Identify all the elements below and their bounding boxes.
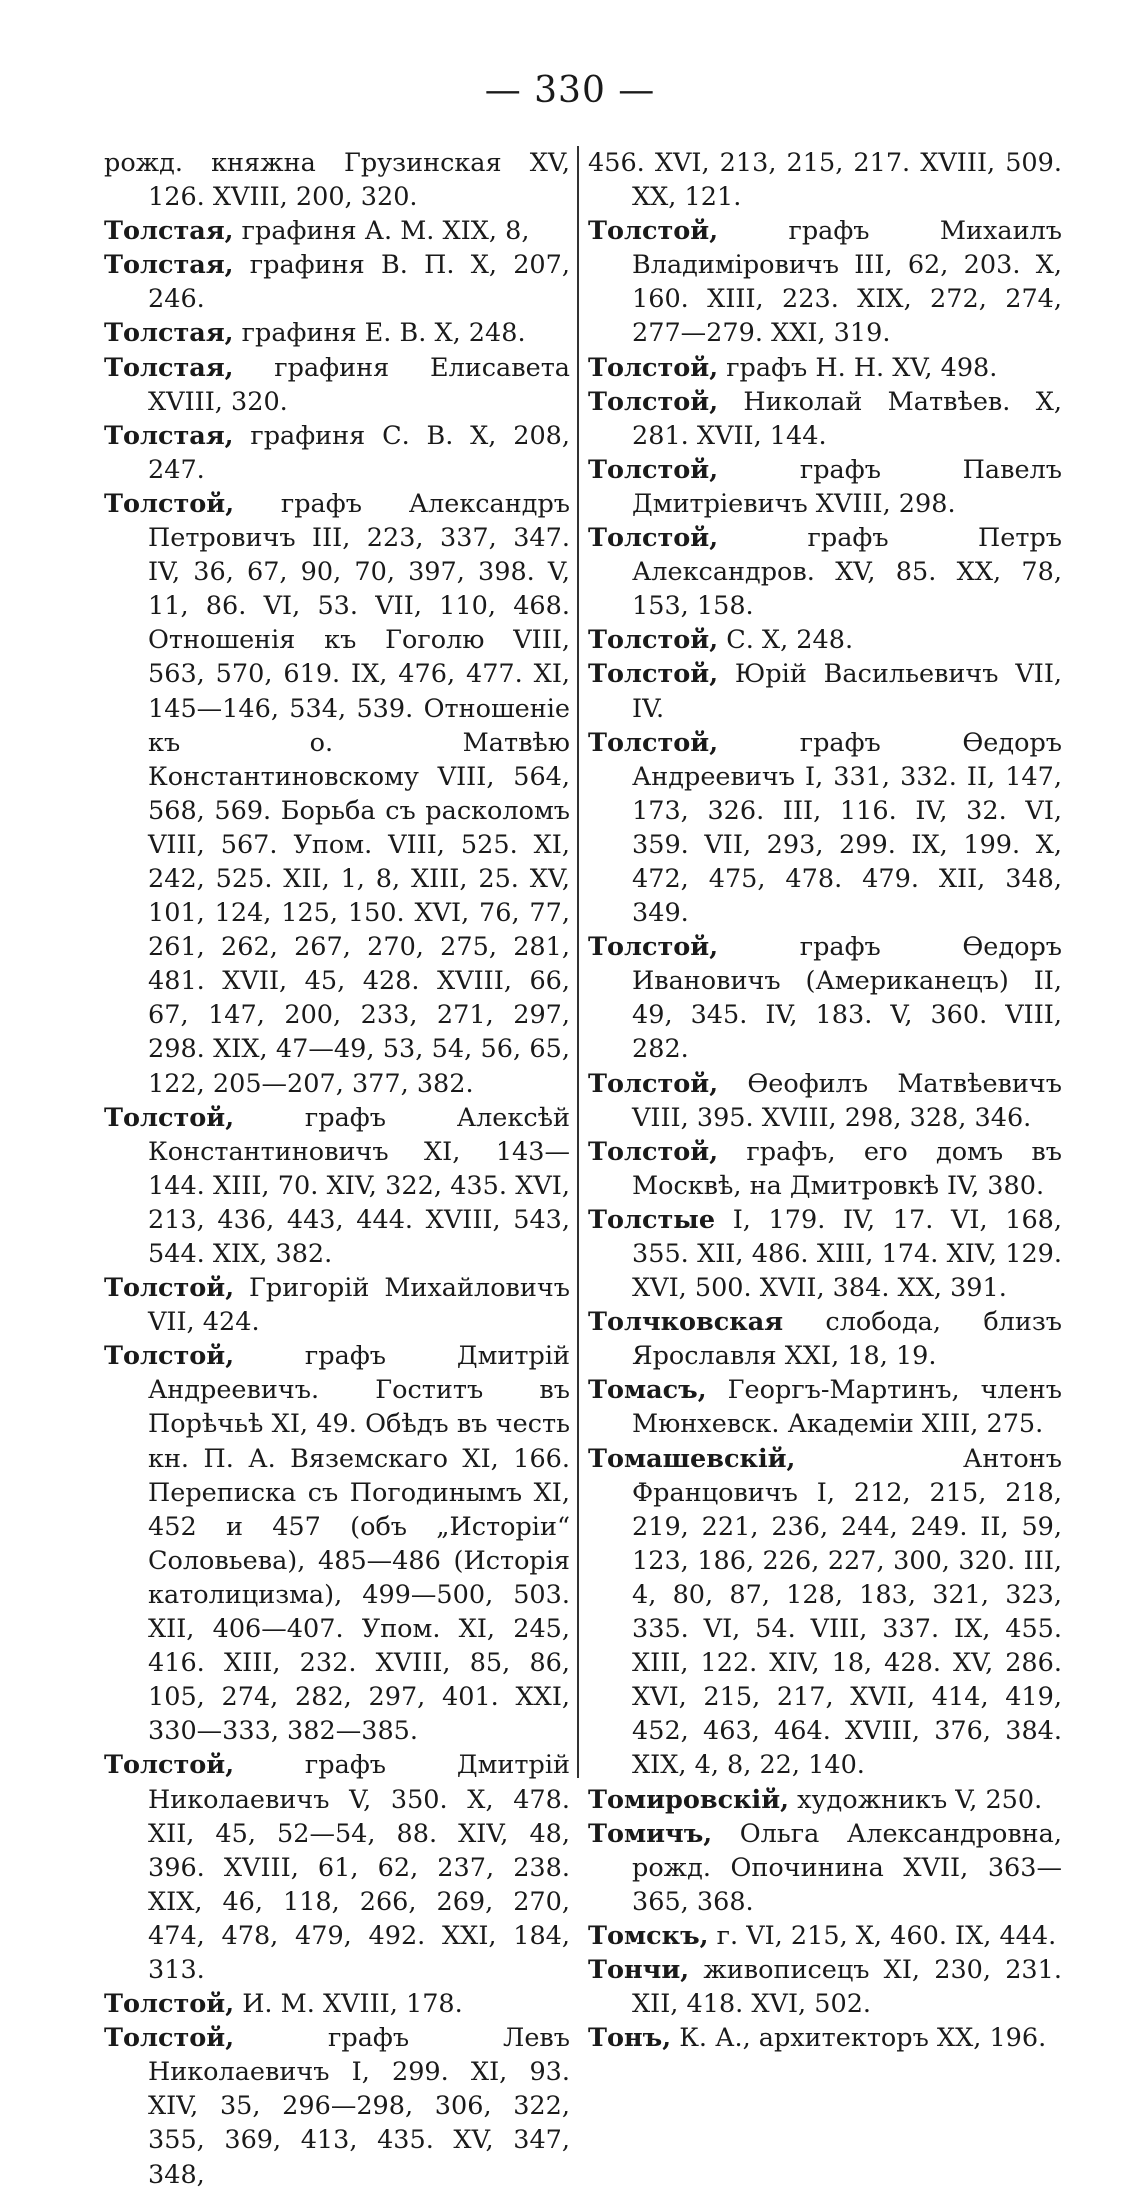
index-entry: [104, 1748, 570, 1987]
index-entry: [588, 521, 1062, 623]
entry-name: Толстая,: [104, 420, 234, 451]
entry-name: Толстая,: [104, 250, 234, 281]
left-column: [104, 146, 570, 2192]
entry-references: графиня А. М. XIX, 8,: [233, 216, 530, 247]
entry-name: Толстой,: [104, 1341, 235, 1372]
entry-references: графъ Алексѣй Константиновичъ XI, 143—144. XIII, 70. XIV, 322, 435. XVI, 213, 436, 443, 444. XVIII, 543, 544. XIX, 382.: [148, 1102, 570, 1269]
entry-references: Антонъ Францовичъ I, 212, 215, 218, 219, 221, 236, 244, 249. II, 59, 123, 186, 226, 227, 300, 320. III, 4, 80, 87, 128, 183, 321, 323, 335. VI, 54. VIII, 337. IX, 455. XIII, 122. XIV, 18, 428. XV, 286. XVI, 215, 217, XVII, 414, 419, 452, 463, 464. XVIII, 376, 384. XIX, 4, 8, 22, 140.: [632, 1443, 1062, 1781]
entry-references: графъ Левъ Николаевичъ I, 299. XI, 93. XIV, 35, 296—298, 306, 322, 355, 369, 413, 435. XV, 347, 348,: [148, 2023, 570, 2190]
entry-name: Толстая,: [104, 318, 234, 349]
entry-references: графъ, его домъ въ Москвѣ, на Дмитровкѣ IV, 380.: [632, 1136, 1062, 1201]
entry-references: Николай Матвѣев. X, 281. XVII, 144.: [632, 386, 1062, 451]
entry-references: графъ Александръ Петровичъ III, 223, 337, 347. IV, 36, 67, 90, 70, 397, 398. V, 11, 86. VI, 53. VII, 110, 468. Отношенія къ Гоголю VIII, 563, 570, 619. IX, 476, 477. XI, 145—146, 534, 539. Отношеніе къ о. Матвѣю Константиновскому VIII, 564, 568, 569. Борьба съ расколомъ VIII, 567. Упом. VIII, 525. XI, 242, 525. XII, 1, 8, XIII, 25. XV, 101, 124, 125, 150. XVI, 76, 77, 261, 262, 267, 270, 275, 281, 481. XVII, 45, 428. XVIII, 66, 67, 147, 200, 233, 271, 297, 298. XIX, 47—49, 53, 54, 56, 65, 122, 205—207, 377, 382.: [148, 488, 570, 1099]
entry-references: графъ Павелъ Дмитріевичъ XVIII, 298.: [632, 454, 1062, 519]
entry-name: Толстой,: [588, 454, 719, 485]
entry-name: Толстые: [588, 1204, 716, 1235]
index-entry: [588, 726, 1062, 931]
index-entry: [588, 1067, 1062, 1135]
entry-name: Толстой,: [588, 216, 719, 247]
entry-references: 456. XVI, 213, 215, 217. XVIII, 509. XX, 121.: [588, 148, 1062, 213]
index-entry: [588, 657, 1062, 725]
entry-name: Толстой,: [104, 1102, 235, 1133]
entry-name: Томасъ,: [588, 1375, 707, 1406]
index-entry: [104, 487, 570, 1101]
index-entry: [588, 1783, 1062, 1817]
entry-name: Толстой,: [104, 2023, 235, 2054]
index-entry: [588, 930, 1062, 1066]
entry-references: графъ Михаилъ Владиміровичъ III, 62, 203. X, 160. XIII, 223. XIX, 272, 274, 277—279. XXI, 319.: [632, 216, 1062, 349]
page-number: — 330 —: [484, 70, 656, 111]
index-entry: [104, 1339, 570, 1748]
entry-name: Тонъ,: [588, 2023, 672, 2054]
index-entry: [588, 146, 1062, 214]
index-entry: [588, 351, 1062, 385]
entry-references: I, 179. IV, 17. VI, 168, 355. XII, 486. XIII, 174. XIV, 129. XVI, 500. XVII, 384. XX, 391.: [632, 1204, 1062, 1304]
entry-references: графъ Ѳедоръ Ивановичъ (Американецъ) II, 49, 345. IV, 183. V, 360. VIII, 282.: [632, 932, 1062, 1065]
entry-references: Ѳеофилъ Матвѣевичъ VIII, 395. XVIII, 298, 328, 346.: [632, 1068, 1062, 1133]
entry-name: Толстой,: [588, 727, 719, 758]
entry-name: Толстой,: [588, 1136, 719, 1167]
index-entry: [104, 146, 570, 214]
index-entry: [104, 2021, 570, 2191]
entry-name: Томскъ,: [588, 1920, 709, 1951]
index-entry: [588, 1135, 1062, 1203]
entry-name: Толстая,: [104, 216, 234, 247]
entry-references: живописецъ XI, 230, 231. XII, 418. XVI, 502.: [632, 1954, 1062, 2020]
index-entry: [104, 419, 570, 487]
entry-references: художникъ V, 250.: [789, 1784, 1043, 1815]
entry-references: графъ Дмитрій Андреевичъ. Гоститъ въ Порѣчьѣ XI, 49. Обѣдъ въ честь кн. П. А. Вяземскаго XI, 166. Переписка съ Погодинымъ XI, 452 и 457 (объ „Исторіи“ Соловьева), 485—486 (Исторія католицизма), 499—500, 503. XII, 406—407. Упом. XI, 245, 416. XIII, 232. XVIII, 85, 86, 105, 274, 282, 297, 401. XXI, 330—333, 382—385.: [148, 1341, 570, 1747]
index-entry: [588, 1919, 1062, 1953]
entry-name: Толстой,: [104, 1989, 235, 2020]
index-entry: [588, 1953, 1062, 2021]
index-entry: [588, 1305, 1062, 1373]
index-entry: [588, 453, 1062, 521]
entry-references: Георгъ-Мартинъ, членъ Мюнхевск. Академіи XIII, 275.: [632, 1375, 1062, 1440]
right-column: [588, 146, 1062, 2055]
entry-references: графиня В. П. X, 207, 246.: [148, 250, 570, 315]
entry-references: графиня С. В. X, 208, 247.: [148, 420, 570, 485]
entry-name: Томировскій,: [588, 1784, 790, 1815]
entry-name: Толстой,: [588, 1068, 719, 1099]
entry-name: Толстой,: [588, 625, 719, 656]
entry-references: слобода, близъ Ярославля XXI, 18, 19.: [632, 1307, 1062, 1372]
entry-name: Толстой,: [588, 659, 719, 690]
index-entry: [588, 1442, 1062, 1783]
index-entry: [588, 1373, 1062, 1441]
entry-references: Ольга Александровна, рожд. Опочинина XVII, 363—365, 368.: [632, 1818, 1062, 1917]
entry-references: графъ Ѳедоръ Андреевичъ I, 331, 332. II, 147, 173, 326. III, 116. IV, 32. VI, 359. VII, 293, 299. IX, 199. X, 472, 475, 478. 479. XII, 348, 349.: [632, 727, 1062, 929]
entry-references: Григорій Михайловичъ VII, 424.: [148, 1273, 570, 1338]
entry-name: Толстой,: [588, 386, 719, 417]
column-divider: [577, 146, 579, 1778]
entry-name: Толстой,: [104, 488, 235, 519]
entry-references: г. VI, 215, X, 460. IX, 444.: [708, 1920, 1057, 1951]
index-entry: [104, 1987, 570, 2021]
index-entry: [588, 385, 1062, 453]
index-entry: [588, 623, 1062, 657]
entry-name: Толстой,: [588, 352, 719, 383]
entry-name: Томичъ,: [588, 1818, 713, 1849]
index-entry: [588, 2021, 1062, 2055]
entry-name: Толстой,: [588, 523, 719, 554]
entry-name: Толстой,: [104, 1750, 235, 1781]
index-entry: [588, 1203, 1062, 1305]
entry-references: И. М. XVIII, 178.: [234, 1989, 463, 2020]
entry-name: Томашевскій,: [588, 1443, 796, 1474]
entry-references: К. А., архитекторъ XX, 196.: [671, 2023, 1047, 2054]
entry-references: графъ Петръ Александров. XV, 85. XX, 78, 153, 158.: [632, 523, 1062, 622]
index-entry: [104, 316, 570, 350]
entry-references: С. X, 248.: [718, 625, 854, 656]
entry-name: Толчковская: [588, 1307, 784, 1338]
entry-name: Толстой,: [588, 932, 719, 963]
entry-references: графиня Е. В. X, 248.: [233, 318, 526, 349]
entry-name: Толстой,: [104, 1273, 235, 1304]
index-entry: [588, 214, 1062, 350]
index-entry: [104, 248, 570, 316]
index-entry: [588, 1817, 1062, 1919]
index-entry: [104, 1271, 570, 1339]
entry-name: Тончи,: [588, 1954, 690, 1985]
entry-references: графъ Н. Н. XV, 498.: [718, 352, 998, 383]
entry-references: Юрій Васильевичъ VII, IV.: [632, 659, 1062, 724]
index-entry: [104, 1101, 570, 1271]
index-entry: [104, 351, 570, 419]
entry-name: Толстая,: [104, 352, 234, 383]
entry-references: графиня Елисавета XVIII, 320.: [148, 352, 570, 417]
entry-references: графъ Дмитрій Николаевичъ V, 350. X, 478. XII, 45, 52—54, 88. XIV, 48, 396. XVIII, 61, 62, 237, 238. XIX, 46, 118, 266, 269, 270, 474, 478, 479, 492. XXI, 184, 313.: [148, 1750, 570, 1985]
index-entry: [104, 214, 570, 248]
entry-references: рожд. княжна Грузинская XV, 126. XVIII, 200, 320.: [104, 148, 570, 213]
